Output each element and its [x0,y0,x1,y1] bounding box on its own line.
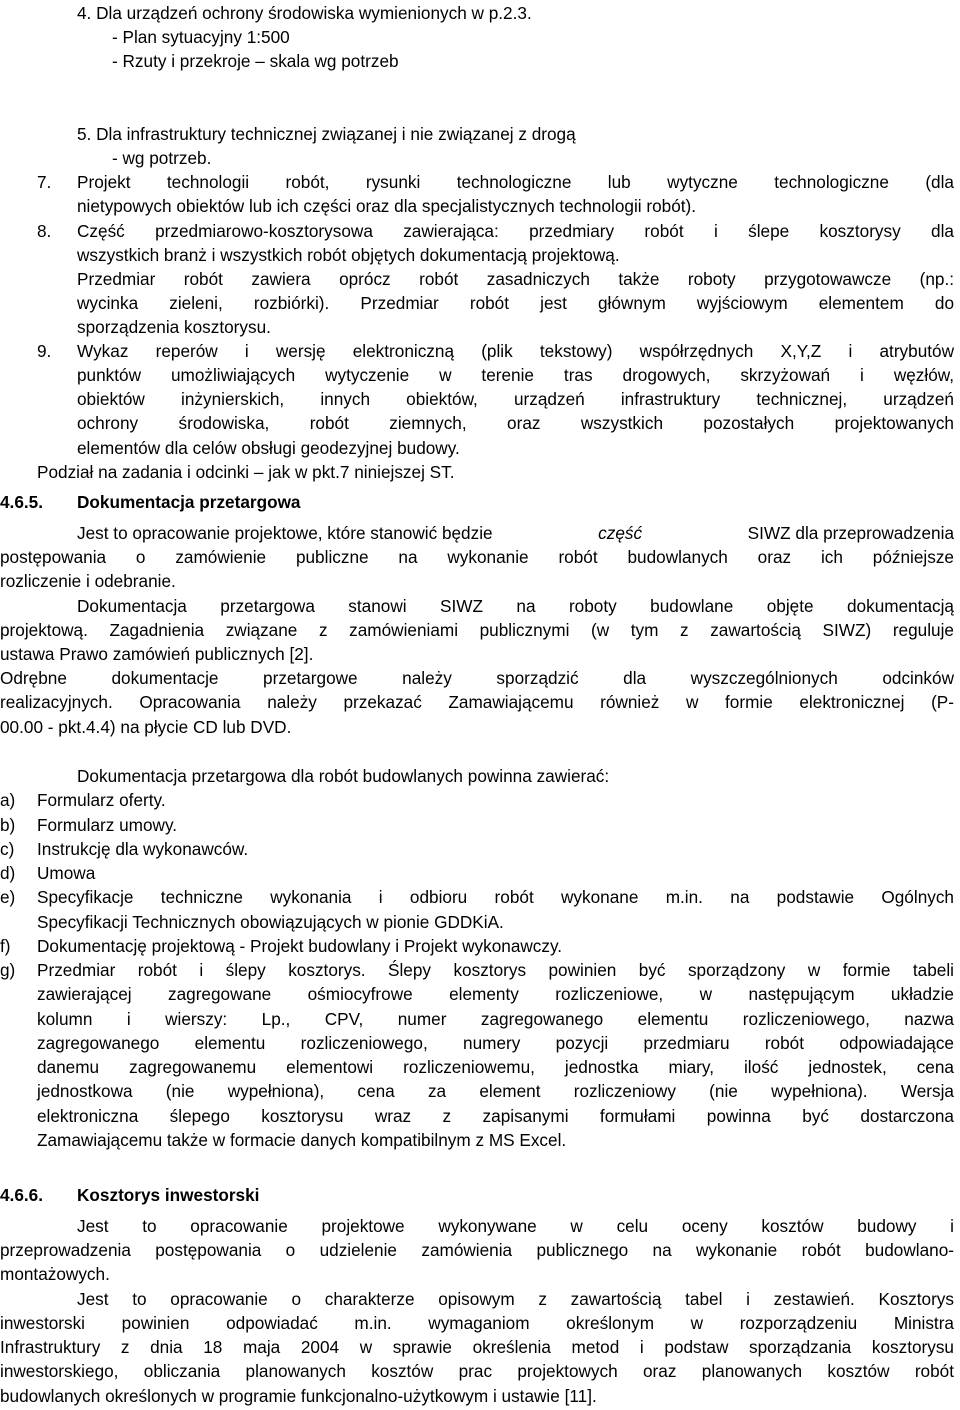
list-label: c) [0,839,15,859]
text-line: Część przedmiarowo-kosztorysowa zawierająca: przedmiary robót i ślepe kosztorysy dla [77,221,954,241]
item-number: 8. [37,221,52,241]
text-line: inwestorskiego, obliczania planowanych kosztów prac projektowych oraz planowanych kosztów robót [0,1361,954,1381]
text-line: Odrębne dokumentacje przetargowe należy sporządzić dla wyszczególnionych odcinków [0,668,954,688]
list-item: Umowa [37,863,96,883]
list-label: a) [0,790,16,810]
list-item: Formularz oferty. [37,790,166,810]
text-line: obiektów inżynierskich, innych obiektów, urządzeń infrastruktury technicznej, urządzeń [77,389,954,409]
text-line: Podział na zadania i odcinki – jak w pkt.7 niniejszej ST. [37,462,455,482]
text-line: 5. Dla infrastruktury technicznej związanej i nie związanej z drogą [77,124,576,144]
text-line: Infrastruktury z dnia 18 maja 2004 w sprawie określenia metod i podstaw sporządzania kosztorysu [0,1337,954,1357]
list-item: kolumn i wierszy: Lp., CPV, numer zagregowanego elementu rozliczeniowego, nazwa [37,1009,954,1029]
text-line: nietypowych obiektów lub ich części oraz dla specjalistycznych technologii robót). [77,196,697,216]
item-number: 9. [37,341,52,361]
text-line: budowlanych określonych w programie funkcjonalno-użytkowym i ustawie [11]. [0,1386,597,1406]
item-number: 7. [37,172,52,192]
text-span: Jest to opracowanie projektowe, które stanowić będzie [77,523,493,543]
list-item: jednostkowa (nie wypełniona), cena za element rozliczeniowy (nie wypełniona). Wersja [37,1081,954,1101]
text-line: postępowania o zamówienie publiczne na wykonanie robót budowlanych oraz ich późniejsze [0,547,954,567]
text-line: Dokumentacja przetargowa stanowi SIWZ na roboty budowlane objęte dokumentacją [77,596,954,616]
list-label: b) [0,815,16,835]
section-title: Dokumentacja przetargowa [77,492,301,512]
text-line: Dokumentacja przetargowa dla robót budowlanych powinna zawierać: [77,766,610,786]
paragraph-line [77,523,954,543]
list-label: g) [0,960,16,980]
list-item: elektroniczna ślepego kosztorysu wraz z zapisanymi formułami powinna być dostarczona [37,1106,954,1126]
text-line: Wykaz reperów i wersję elektroniczną (plik tekstowy) współrzędnych X,Y,Z i atrybutów [77,341,954,361]
text-line: Projekt technologii robót, rysunki technologiczne lub wytyczne technologiczne (dla [77,172,954,192]
list-item: Przedmiar robót i ślepy kosztorys. Ślepy kosztorys powinien być sporządzony w formie tabeli [37,960,954,980]
text-line: ochrony środowiska, robót ziemnych, oraz wszystkich pozostałych projektowanych [77,413,954,433]
text-line: punktów umożliwiających wytyczenie w terenie tras drogowych, skrzyżowań i węzłów, [77,365,954,385]
text-line: montażowych. [0,1264,110,1284]
section-title: Kosztorys inwestorski [77,1185,260,1205]
text-line: Jest to opracowanie projektowe wykonywane w celu oceny kosztów budowy i [77,1216,954,1236]
text-line: projektową. Zagadnienia związane z zamówieniami publicznymi (w tym z zawartością SIWZ) reguluje [0,620,954,640]
text-line: sporządzenia kosztorysu. [77,317,271,337]
text-line: 4. Dla urządzeń ochrony środowiska wymienionych w p.2.3. [77,3,532,23]
list-item: danemu zagregowanemu elementowi rozliczeniowemu, jednostka miary, ilość jednostek, cena [37,1057,954,1077]
list-item: Zamawiającemu także w formacie danych kompatibilnym z MS Excel. [37,1130,567,1150]
list-item: zawierającej zagregowane ośmiocyfrowe elementy rozliczeniowe, w następującym układzie [37,984,954,1004]
list-item: Formularz umowy. [37,815,178,835]
list-item: - Plan sytuacyjny 1:500 [112,27,290,47]
text-line: ustawa Prawo zamówień publicznych [2]. [0,644,314,664]
list-item: - wg potrzeb. [112,148,212,168]
text-line: wszystkich branż i wszystkich robót objętych dokumentacją projektową. [77,245,620,265]
text-line: elementów dla celów obsługi geodezyjnej budowy. [77,438,460,458]
list-label: f) [0,936,11,956]
list-item: Instrukcję dla wykonawców. [37,839,249,859]
list-item: - Rzuty i przekroje – skala wg potrzeb [112,51,399,71]
text-line: Przedmiar robót zawiera oprócz robót zasadniczych także roboty przygotowawcze (np.: [77,269,954,289]
text-line: Jest to opracowanie o charakterze opisowym z zawartością tabel i zestawień. Kosztorys [77,1289,954,1309]
list-item: zagregowanego elementu rozliczeniowego, numery pozycji przedmiaru robót odpowiadające [37,1033,954,1053]
list-item: Specyfikacji Technicznych obowiązujących w pionie GDDKiA. [37,912,504,932]
text-line: rozliczenie i odebranie. [0,571,176,591]
text-line: przeprowadzenia postępowania o udzielenie zamówienia publicznego na wykonanie robót budowlano- [0,1240,954,1260]
text-line: realizacyjnych. Opracowania należy przekazać Zamawiającemu również w formie elektronicznej (P- [0,692,954,712]
text-line: wycinka zieleni, rozbiórki). Przedmiar robót jest głównym wyjściowym elementem do [77,293,954,313]
list-item: Specyfikacje techniczne wykonania i odbioru robót wykonane m.in. na podstawie Ogólnych [37,887,954,907]
text-line: inwestorski powinien odpowiadać m.in. wymaganiom określonym w rozporządzeniu Ministra [0,1313,954,1333]
text-span: SIWZ dla przeprowadzenia [747,523,954,543]
list-label: d) [0,863,16,883]
text-span-italic: część [598,523,643,543]
section-number: 4.6.6. [0,1185,44,1205]
text-line: 00.00 - pkt.4.4) na płycie CD lub DVD. [0,717,292,737]
list-label: e) [0,887,16,907]
list-item: Dokumentację projektową - Projekt budowlany i Projekt wykonawczy. [37,936,563,956]
section-number: 4.6.5. [0,492,44,512]
